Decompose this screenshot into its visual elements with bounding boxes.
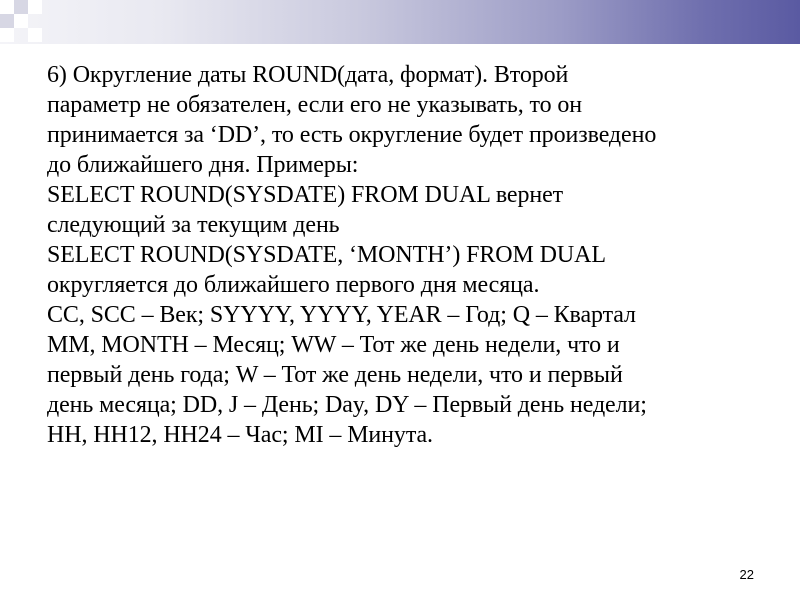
text-line: параметр не обязателен, если его не указывать, то он: [47, 92, 583, 118]
text-line: день месяца; DD, J – День; Day, DY – Первый день недели;: [47, 392, 647, 418]
top-decorative-band: [0, 0, 800, 44]
slide-body-text: [47, 60, 787, 450]
text-line: CC, SCC – Век; SYYYY, YYYY, YEAR – Год; Q – Квартал: [47, 302, 636, 328]
text-line: до ближайшего дня. Примеры:: [47, 152, 359, 178]
decor-square: [28, 0, 42, 14]
text-line: следующий за текущим день: [47, 212, 340, 238]
text-line: HH, HH12, HH24 – Час; MI – Минута.: [47, 422, 433, 448]
decor-square: [28, 28, 42, 42]
text-line: принимается за ‘DD’, то есть округление будет произведено: [47, 122, 657, 148]
text-line: SELECT ROUND(SYSDATE, ‘MONTH’) FROM DUAL: [47, 242, 606, 268]
text-line: округляется до ближайшего первого дня месяца.: [47, 272, 540, 298]
decor-square: [0, 0, 14, 14]
decor-square: [0, 28, 14, 42]
decor-square: [14, 0, 28, 14]
text-line: SELECT ROUND(SYSDATE) FROM DUAL вернет: [47, 182, 564, 208]
text-line: первый день года; W – Тот же день недели, что и первый: [47, 362, 623, 388]
page-number: 22: [739, 567, 754, 582]
decor-square: [0, 14, 14, 28]
text-line: 6) Округление даты ROUND(дата, формат). Второй: [47, 62, 569, 88]
text-line: MM, MONTH – Месяц; WW – Тот же день недели, что и: [47, 332, 620, 358]
decor-square: [14, 14, 28, 28]
